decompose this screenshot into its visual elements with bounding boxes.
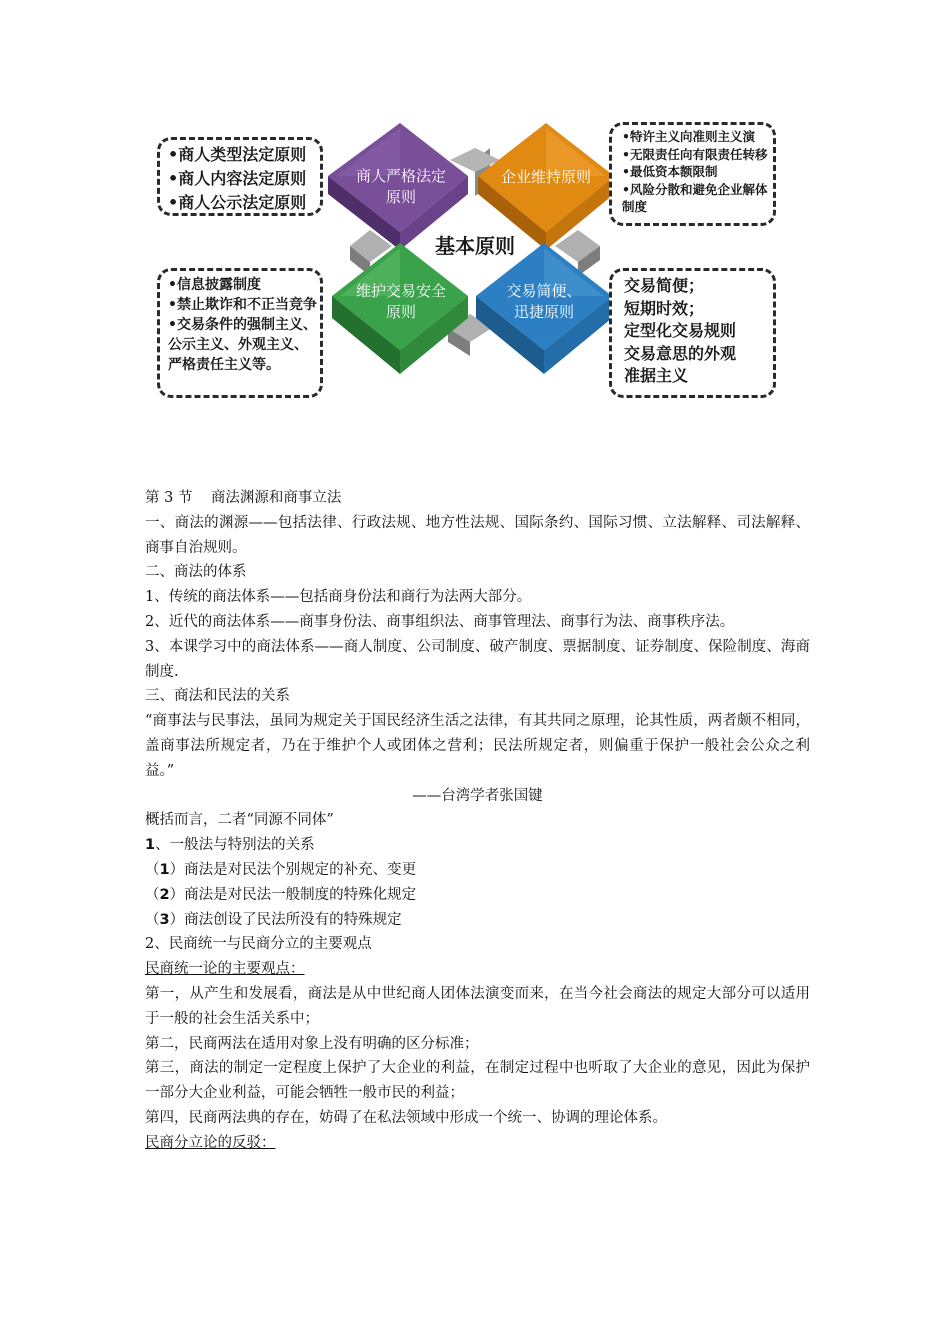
section-title: 第 3 节 商法渊源和商事立法	[145, 490, 342, 506]
item-text: 商法是对民法个别规定的补充、变更	[184, 861, 417, 878]
tile-label-line: 企业维持原则	[500, 168, 591, 186]
item-number: 3	[159, 911, 170, 928]
box-line: •禁止欺诈和不正当竞争	[168, 297, 317, 313]
tile-label-enterprise-maintenance	[481, 167, 611, 188]
heading-system: 二、商法的体系	[145, 564, 247, 581]
basic-principles-diagram	[0, 0, 950, 440]
box-line: 严格责任主义等。	[168, 357, 280, 373]
tile-label-simple-fast	[479, 281, 609, 323]
box-line: 公示主义、外观主义、	[168, 337, 308, 353]
underlined-colon: ：	[261, 1134, 276, 1151]
box-line: •商人内容法定原则	[168, 169, 307, 188]
box-line: 定型化交易规则	[624, 321, 737, 340]
document-body	[145, 486, 810, 1156]
box-line: •风险分散和避免企业解体	[622, 181, 768, 197]
box-line: •商人类型法定原则	[168, 145, 307, 164]
box-line: 制度	[622, 199, 648, 214]
list-item-modern: 2、近代的商法体系——商事身份法、商事组织法、商事管理法、商事行为法、商事秩序法。	[145, 613, 735, 630]
tile-label-line: 原则	[385, 188, 416, 206]
box-line: •交易条件的强制主义、	[168, 317, 317, 333]
item-text: 商法是对民法一般制度的特殊化规定	[184, 886, 417, 903]
box-line: 短期时效；	[624, 298, 705, 318]
numbered-item: （1）商法是对民法个别规定的补充、变更	[145, 861, 417, 878]
box-line: •无限责任向有限责任转移	[622, 146, 768, 162]
box-line: •信息披露制度	[168, 277, 261, 293]
tile-label-line: 迅捷原则	[513, 303, 574, 321]
box-line: •商人公示法定原则	[168, 193, 307, 212]
list-item-course: 3、本课学习中的商法体系——商人制度、公司制度、破产制度、票据制度、证券制度、保险制度、海商制度.	[145, 638, 810, 680]
list-item-traditional: 1、传统的商法体系——包括商身份法和商行为法两大部分。	[145, 589, 532, 606]
box-enterprise-details	[609, 122, 776, 226]
box-statutory-details	[157, 137, 323, 216]
box-line: 准据主义	[624, 366, 689, 385]
quote-attribution: ——台湾学者张国键	[412, 787, 543, 804]
tile-label-strict-statutory	[336, 166, 466, 208]
subheading-number: 1	[145, 837, 156, 854]
tile-label-line: 商人严格法定	[355, 167, 446, 185]
underlined-colon: ：	[290, 961, 305, 978]
diagram-center-title: 基本原则	[435, 234, 515, 258]
point-fourth: 第四，民商两法典的存在，妨碍了在私法领域中形成一个统一、协调的理论体系。	[145, 1109, 667, 1126]
paragraph-sources: 一、商法的渊源——包括法律、行政法规、地方性法规、国际条约、国际习惯、立法解释、司法解释、商事自治规则。	[145, 514, 810, 556]
diagram-graphic	[0, 0, 950, 440]
quote-paragraph: “商事法与民事法，虽同为规定关于国民经济生活之法律，有其共同之原理，论其性质，两者颇不相同，盖商事法所规定者，乃在于维护个人或团体之营利；民法所规定者，则偏重于保护一般社会公众之利益。”	[145, 713, 810, 779]
point-third: 第三，商法的制定一定程度上保护了大企业的利益，在制定过程中也听取了大企业的意见，因此为保护一部分大企业利益，可能会牺牲一般市民的利益；	[145, 1060, 810, 1102]
item-number: 2	[159, 886, 170, 903]
box-line: 交易意思的外观	[624, 343, 737, 363]
subheading-unification: 2、民商统一与民商分立的主要观点	[145, 936, 372, 953]
item-text: 商法创设了民法所没有的特殊规定	[184, 911, 402, 928]
numbered-item: （3）商法创设了民法所没有的特殊规定	[145, 911, 402, 928]
heading-relationship: 三、商法和民法的关系	[145, 688, 290, 705]
tile-label-line: 原则	[385, 303, 416, 321]
underlined-heading-rebuttal	[145, 1131, 810, 1156]
box-line: •最低资本额限制	[622, 164, 718, 179]
point-first: 第一，从产生和发展看，商法是从中世纪商人团体法演变而来，在当今社会商法的规定大部分可以适用于一般的社会生活关系中；	[145, 985, 810, 1027]
box-security-details	[157, 268, 323, 398]
numbered-item: （2）商法是对民法一般制度的特殊化规定	[145, 886, 417, 903]
summary-line: 概括而言，二者“同源不同体”	[145, 812, 334, 829]
tile-label-line: 交易简便、	[506, 282, 582, 300]
item-number: 1	[159, 861, 170, 878]
box-simple-fast-details	[609, 268, 776, 398]
underlined-text: 民商分立论的反驳	[145, 1134, 261, 1151]
box-line: •特许主义向准则主义演	[622, 129, 755, 144]
subheading-general-special	[145, 833, 810, 858]
box-line: 交易简便；	[624, 276, 705, 295]
tile-label-transaction-security	[336, 281, 466, 323]
underlined-heading-unification	[145, 957, 810, 982]
subheading-text: 、一般法与特别法的关系	[155, 837, 315, 854]
tile-label-line: 维护交易安全	[355, 282, 446, 300]
point-second: 第二，民商两法在适用对象上没有明确的区分标准；	[145, 1035, 479, 1052]
underlined-text: 民商统一论的主要观点	[145, 961, 290, 978]
